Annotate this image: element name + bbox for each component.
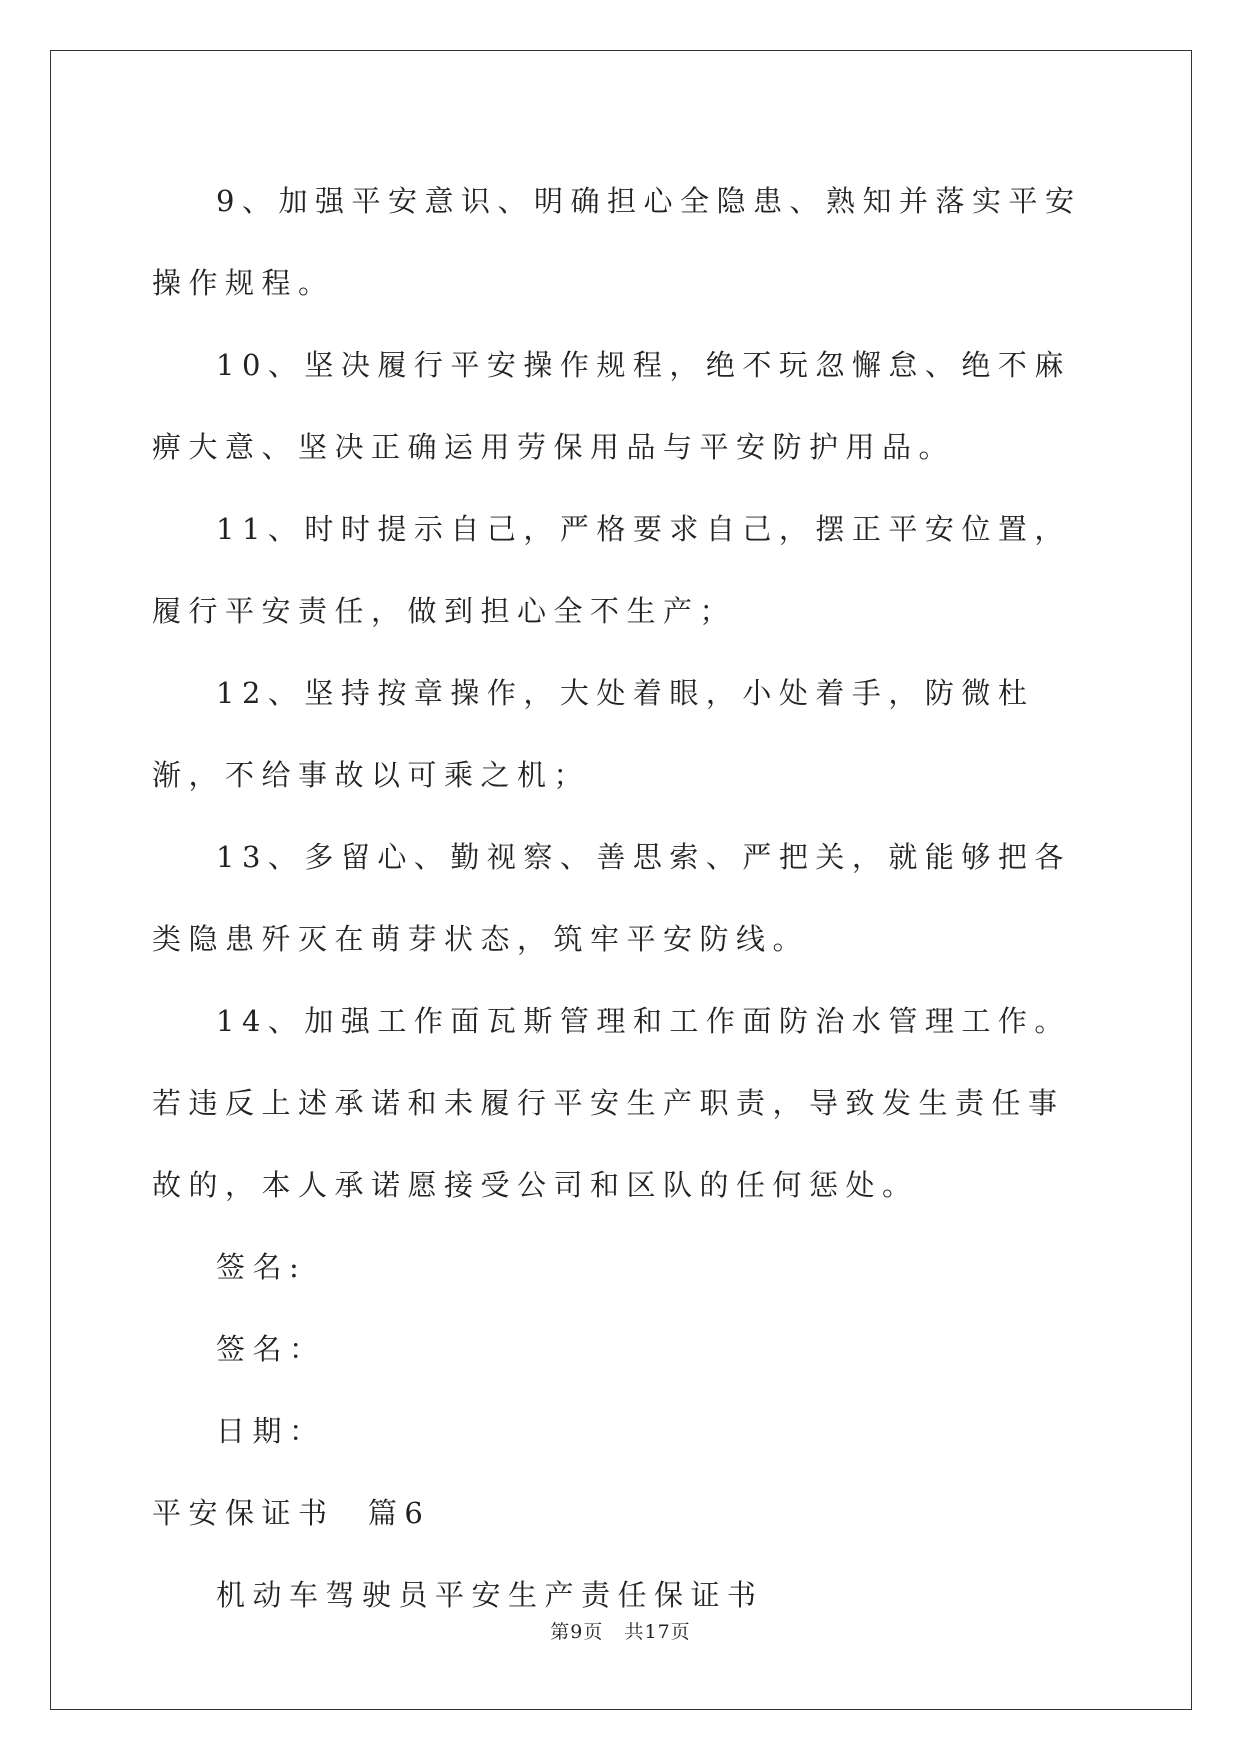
document-body [152,160,1098,1636]
date-line: 日期： [216,1414,326,1448]
document-subtitle: 机动车驾驶员平安生产责任保证书 [216,1578,764,1612]
signature-line-1: 签名: [216,1250,307,1284]
page-footer: 第9页 共17页 [550,1621,691,1643]
paragraph-item-13: 13、多留心、勤视察、善思索、严把关，就能够把各类隐患歼灭在萌芽状态，筑牢平安防线。 [152,840,1071,956]
signature-line-2: 签名： [216,1332,326,1366]
paragraph-item-14: 14、加强工作面瓦斯管理和工作面防治水管理工作。若违反上述承诺和未履行平安生产职责，导致发生责任事故的，本人承诺愿接受公司和区队的任何惩处。 [152,1004,1071,1202]
section-heading: 平安保证书 篇6 [152,1496,431,1530]
paragraph-item-9: 9、加强平安意识、明确担心全隐患、熟知并落实平安操作规程。 [152,184,1082,300]
paragraph-item-12: 12、坚持按章操作，大处着眼，小处着手，防微杜渐，不给事故以可乘之机； [152,676,1035,792]
paragraph-item-10: 10、坚决履行平安操作规程，绝不玩忽懈怠、绝不麻痹大意、坚决正确运用劳保用品与平安防护用品。 [152,348,1071,464]
paragraph-item-11: 11、时时提示自己，严格要求自己，摆正平安位置，履行平安责任，做到担心全不生产； [152,512,1071,628]
